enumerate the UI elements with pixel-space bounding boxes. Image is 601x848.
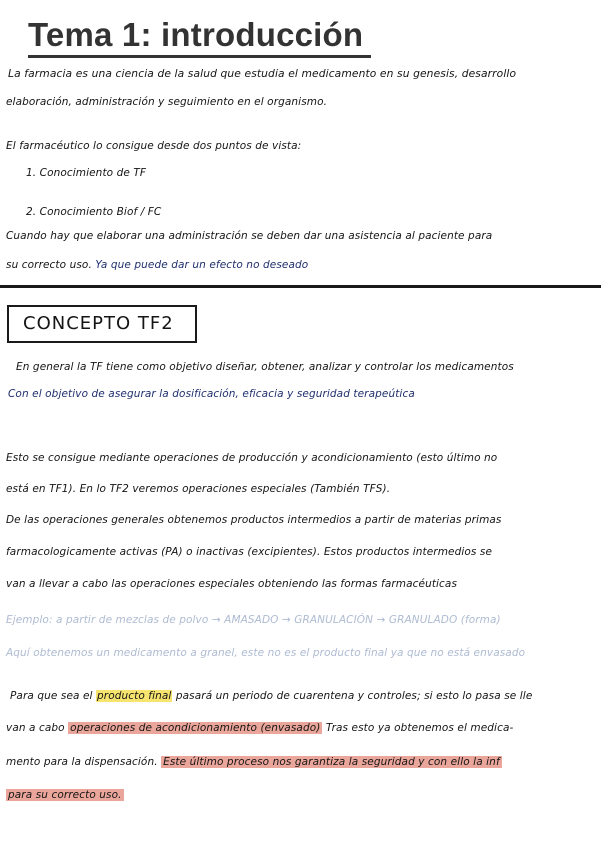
page-title: Tema 1: introducción	[28, 16, 364, 53]
views-item-1: 1. Conocimiento de TF	[26, 167, 147, 179]
section-divider	[0, 285, 601, 288]
intro-line-1: La farmacia es una ciencia de la salud que estudia el medicamento en su genesis, desarrollo	[8, 68, 517, 80]
assist-line-1: Cuando hay que elaborar una administración se deben dar una asistencia al paciente para	[6, 230, 493, 242]
concept-box-label: CONCEPTO TF2	[23, 313, 174, 334]
final-line-2	[6, 722, 513, 734]
final-line-3-a: mento para la dispensación.	[6, 756, 158, 768]
final-line-1-b: pasará un periodo de cuarentena y controles; si esto lo pasa se lle	[175, 690, 533, 702]
process-line-2: está en TF1). En lo TF2 veremos operaciones especiales (También TFS).	[6, 483, 391, 495]
final-line-2-a: van a cabo	[6, 722, 65, 734]
concept-line-2: Con el objetivo de asegurar la dosificación, eficacia y seguridad terapeútica	[8, 388, 415, 400]
process-line-5: van a llevar a cabo las operaciones especiales obteniendo las formas farmacéuticas	[6, 578, 458, 590]
example-line-2: Aquí obtenemos un medicamento a granel, este no es el producto final ya que no está envasado	[6, 647, 526, 659]
final-line-1-a: Para que sea el	[10, 690, 93, 702]
assist-line-2-blue-note: Ya que puede dar un efecto no deseado	[95, 259, 309, 271]
highlight-producto-final: producto final	[97, 690, 172, 702]
final-line-3	[6, 756, 502, 768]
highlight-operaciones: operaciones de acondicionamiento (envasado)	[70, 722, 321, 734]
highlight-correcto-uso: para su correcto uso.	[8, 789, 122, 801]
title-underline	[28, 55, 371, 58]
process-line-1: Esto se consigue mediante operaciones de producción y acondicionamiento (esto último no	[6, 452, 498, 464]
final-line-2-b: Tras esto ya obtenemos el medica-	[325, 722, 514, 734]
views-item-2: 2. Conocimiento Biof / FC	[26, 206, 162, 218]
final-line-1	[10, 690, 532, 702]
process-line-3: De las operaciones generales obtenemos productos intermedios a partir de materias primas	[6, 514, 502, 526]
assist-line-2-text: su correcto uso.	[6, 259, 92, 271]
concept-box	[7, 305, 197, 343]
example-line-1: Ejemplo: a partir de mezclas de polvo → AMASADO → GRANULACIÓN → GRANULADO (forma)	[6, 614, 501, 626]
assist-line-2	[6, 259, 308, 271]
concept-line-1: En general la TF tiene como objetivo diseñar, obtener, analizar y controlar los medicamentos	[16, 361, 514, 373]
views-heading: El farmacéutico lo consigue desde dos puntos de vista:	[6, 140, 302, 152]
highlight-garantia: Este último proceso nos garantiza la seguridad y con ello la inf	[163, 756, 500, 768]
final-line-4	[6, 789, 124, 801]
intro-line-2: elaboración, administración y seguimiento en el organismo.	[6, 96, 328, 108]
process-line-4: farmacologicamente activas (PA) o inactivas (excipientes). Estos productos intermedios se	[6, 546, 493, 558]
